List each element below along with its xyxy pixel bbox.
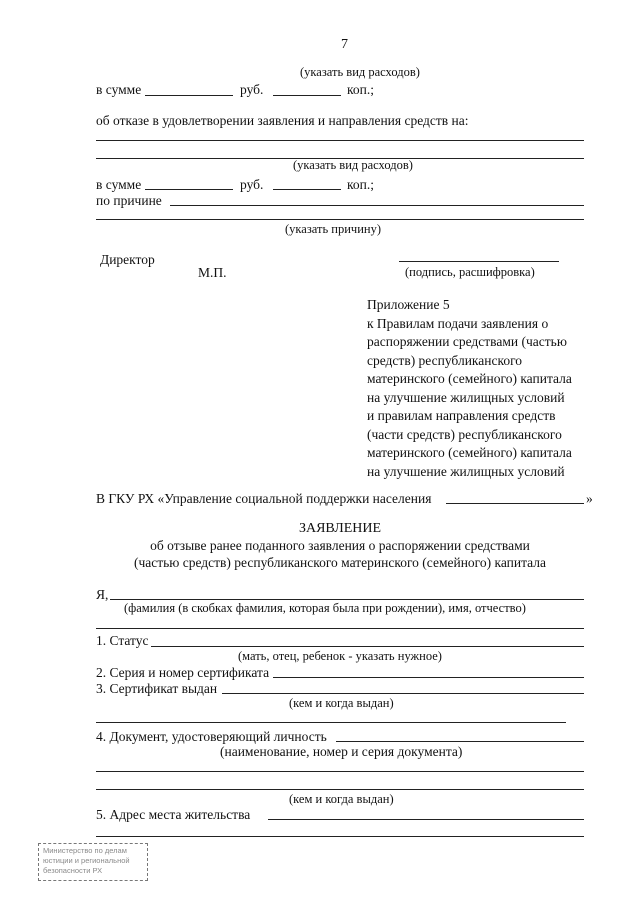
addressee-suffix: » [586, 491, 593, 506]
name-field-continued[interactable] [96, 628, 584, 629]
cert-issued-label: 3. Сертификат выдан [96, 681, 218, 696]
appendix-line: Приложение 5 [367, 297, 450, 312]
i-label: Я, [96, 587, 109, 602]
sum-label: в сумме [96, 177, 142, 192]
appendix-line: материнского (семейного) капитала [367, 445, 572, 460]
appendix-line: средств) республиканского [367, 352, 523, 368]
expense-hint: (указать вид расходов) [293, 158, 413, 172]
registration-stamp: Министерство по делам юстиции и региональной безопасности РХ [38, 843, 148, 881]
signature-line [399, 261, 559, 262]
rub-line [273, 189, 341, 190]
appendix-line: и правилам направления средств [367, 408, 556, 423]
sum-line [145, 189, 233, 190]
director-label: Директор [100, 252, 155, 267]
addressee-text: В ГКУ РХ «Управление социальной поддержки населения [96, 491, 432, 506]
id-issued-field[interactable] [96, 789, 584, 790]
kop-label: коп.; [347, 82, 374, 97]
rub-label: руб. [240, 82, 264, 97]
id-issued-hint: (кем и когда выдан) [289, 792, 394, 806]
statement-title: ЗАЯВЛЕНИЕ [298, 521, 382, 536]
appendix-line: материнского (семейного) капитала [367, 371, 572, 386]
sum-label: в сумме [96, 82, 142, 97]
addressee-line [446, 503, 584, 504]
rub-label: руб. [240, 177, 264, 192]
page-number: 7 [341, 37, 348, 52]
statement-subtitle: об отзыве ранее поданного заявления о распоряжении средствами [150, 538, 530, 553]
reason-hint: (указать причину) [285, 222, 382, 236]
status-label: 1. Статус [96, 633, 149, 648]
kop-label: коп.; [347, 177, 374, 192]
address-field[interactable] [268, 819, 584, 820]
cert-issued-hint: (кем и когда выдан) [289, 696, 394, 710]
expense-hint: (указать вид расходов) [300, 65, 420, 79]
appendix-line: (части средств) республиканского [367, 426, 562, 442]
appendix-line: на улучшение жилищных условий [367, 463, 565, 479]
id-doc-field-continued[interactable] [96, 771, 584, 772]
appendix-line: к Правилам подачи заявления о [367, 315, 549, 331]
blank-line [96, 140, 584, 141]
status-field[interactable] [151, 646, 584, 647]
stamp-label: М.П. [198, 265, 227, 280]
rub-line [273, 95, 341, 96]
status-hint: (мать, отец, ребенок - указать нужное) [238, 649, 442, 663]
address-field-continued[interactable] [96, 836, 584, 837]
appendix-line: на улучшение жилищных условий [367, 389, 565, 405]
reason-label: по причине [96, 193, 162, 208]
id-doc-field[interactable] [336, 741, 584, 742]
appendix-block [367, 296, 572, 481]
name-hint: (фамилия (в скобках фамилия, которая была при рождении), имя, отчество) [124, 601, 526, 615]
id-doc-hint: (наименование, номер и серия документа) [220, 744, 463, 759]
reason-line [170, 205, 584, 206]
cert-number-field[interactable] [273, 677, 584, 678]
signature-hint: (подпись, расшифровка) [405, 265, 535, 279]
blank-line [96, 219, 584, 220]
cert-issued-field[interactable] [222, 693, 584, 694]
id-doc-label: 4. Документ, удостоверяющий личность [96, 729, 327, 744]
name-field[interactable] [110, 599, 584, 600]
address-label: 5. Адрес места жительства [96, 807, 251, 822]
appendix-line: распоряжении средствами (частью [367, 334, 567, 349]
sum-line [145, 95, 233, 96]
statement-subtitle: (частью средств) республиканского материнского (семейного) капитала [133, 555, 547, 570]
cert-issued-field-continued[interactable] [96, 722, 566, 723]
refusal-text: об отказе в удовлетворении заявления и направления средств на: [96, 113, 469, 128]
cert-number-label: 2. Серия и номер сертификата [96, 665, 270, 680]
